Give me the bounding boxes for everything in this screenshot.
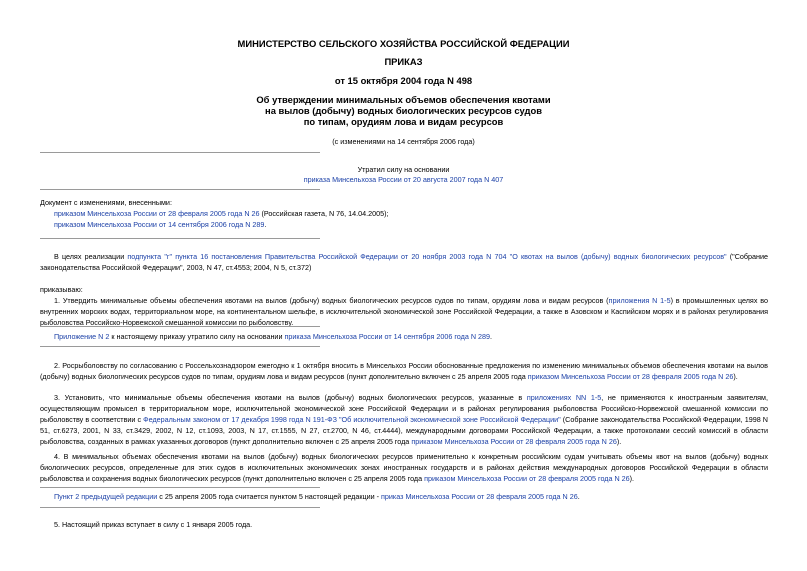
divider (40, 238, 320, 239)
item-5-paragraph: 5. Настоящий приказ вступает в силу с 1 января 2005 года. (54, 520, 253, 529)
item-3-text-1: 3. Установить, что минимальные объемы обеспечения квотами на вылов (добычу) водных биологических ресурсов, указанные в (54, 393, 527, 402)
changes-lead: Документ с изменениями, внесенными: (40, 198, 172, 207)
changes-tail-1: (Российская газета, N 76, 14.04.2005); (259, 209, 389, 218)
item-4-link[interactable]: приказом Минсельхоза России от 28 февраля 2005 года N 26 (424, 474, 630, 483)
changes-link-1[interactable]: приказом Минсельхоза России от 28 февраля 2005 года N 26 (54, 209, 260, 218)
divider (40, 326, 320, 327)
item-4-text-2: ). (629, 474, 635, 483)
item-1-paragraph (40, 295, 768, 328)
item-3-text-3: (Собрание законодательства Российской Федерации, 1998 N 51, ст.6273, 2001, N 33, ст.3429, 2002, N 12, ст.1093, 2003, N 17, ст.1555, N 27, ст.2700, N 46, ст.4444), международными договорами Российской Федерации, а также протоколами сессий комиссий в области рыболовства, созданных в рамках указанных договоров (пункт дополнительно включен с 25 апреля 2005 года (40, 415, 768, 446)
status-text: Утратил силу на основании (357, 165, 450, 174)
note-1-text: к настоящему приказу утратило силу на основании (109, 332, 285, 341)
divider (40, 152, 320, 153)
changes-link-2[interactable]: приказом Минсельхоза России от 14 сентября 2006 года N 289 (54, 220, 265, 229)
changes-item-2 (40, 219, 768, 230)
item-2-paragraph (40, 360, 768, 382)
note-1-tail: . (490, 332, 492, 341)
item-3-link-2[interactable]: Федеральным законом от 17 декабря 1998 года N 191-ФЗ "Об исключительной экономической зоне Российской Федерации" (143, 415, 561, 424)
note-1-link-2[interactable]: приказа Минсельхоза России от 14 сентября 2006 года N 289 (284, 332, 490, 341)
divider (40, 507, 320, 508)
divider (40, 346, 320, 347)
status-link[interactable]: приказа Минсельхоза России от 20 августа 2007 года N 407 (303, 175, 504, 184)
note-2 (40, 491, 782, 502)
item-3-link-3[interactable]: приказом Минсельхоза России от 28 февраля 2005 года N 26 (411, 437, 617, 446)
note-1-link-1[interactable]: Приложение N 2 (54, 332, 110, 341)
preamble-link[interactable]: подпункта "г" пункта 16 постановления Правительства Российской Федерации от 20 ноября 2003 года N 704 "О квотах на вылов (добычу) водных биологических ресурсов" (127, 252, 727, 261)
title-line-2: на вылов (добычу) водных биологических ресурсов судов (265, 105, 542, 116)
divider (40, 189, 320, 190)
note-2-text: с 25 апреля 2005 года считается пунктом 5 настоящей редакции - (157, 492, 382, 501)
item-2-link[interactable]: приказом Минсельхоза России от 28 февраля 2005 года N 26 (527, 372, 734, 381)
item-2-text-2: ). (733, 372, 738, 381)
item-1-text-2: ) в промышленных целях во внутренних морских водах, территориальном море, на континентальном шельфе, в исключительной экономической зоне Российской Федерации, а также в Азовском и Каспийском морях и в районах регулирования рыболовства Российско-Норвежской смешанной комиссии по рыболовству. (40, 296, 768, 327)
amendment-note: (с изменениями на 14 сентября 2006 года) (332, 137, 475, 146)
changes-item-1 (40, 208, 768, 219)
note-2-link-1[interactable]: Пункт 2 предыдущей редакции (54, 492, 158, 501)
note-1 (40, 331, 782, 342)
date-number-heading: от 15 октября 2004 года N 498 (334, 75, 473, 86)
preamble-text-1: В целях реализации (54, 252, 128, 261)
item-4-text-1: 4. В минимальных объемах обеспечения квотами на вылов (добычу) водных биологических ресурсов применительно к конкретным российским судам учитывать объемы квот на вылов (добычу) водных биологических ресурсов, определенные для этих судов в исключительных экономических зонах иностранных государств и в районах действия международных договоров Российской Федерации в области рыболовства и сохранения водных биологических ресурсов (пункт дополнительно включен с 25 апреля 2005 года (40, 452, 768, 483)
item-3-link-1[interactable]: приложениях NN 1-5 (526, 393, 602, 402)
note-2-link-2[interactable]: приказ Минсельхоза России от 28 февраля 2005 года N 26 (381, 492, 578, 501)
title-line-1: Об утверждении минимальных объемов обеспечения квотами (256, 94, 551, 105)
preamble-text-2: ("Собрание законодательства Российской Федерации", 2003, N 47, ст.4553; 2004, N 5, ст.372) (40, 252, 768, 272)
item-1-text-1: 1. Утвердить минимальные объемы обеспечения квотами на вылов (добычу) водных биологических ресурсов судов по типам, орудиям лова и видам ресурсов ( (54, 296, 609, 305)
item-3-text-2: , не применяются к иностранным заявителям, осуществляющим промысел в территориальном море, исключительной экономической зоне Российской Федерации и в районах регулирования рыболовства Российско-Норвежской смешанной комиссии по рыболовству в соответствии с (40, 393, 768, 424)
changes-block (40, 197, 768, 230)
order-word: приказываю: (40, 285, 83, 294)
doc-type-heading: ПРИКАЗ (384, 56, 423, 67)
item-4-paragraph (40, 451, 768, 484)
item-1-link[interactable]: приложения N 1-5 (608, 296, 671, 305)
preamble-paragraph (40, 251, 768, 273)
ministry-heading: МИНИСТЕРСТВО СЕЛЬСКОГО ХОЗЯЙСТВА РОССИЙСКОЙ ФЕДЕРАЦИИ (237, 38, 570, 49)
divider (40, 487, 320, 488)
item-2-text-1: 2. Росрыболовству по согласованию с Россельхознадзором ежегодно к 1 октября вносить в Минсельхоз России обоснованные предложения по изменению минимальных объемов обеспечения квотами на вылов (добычу) водных биологических ресурсов судов по типам, орудиям лова и видам ресурсов (пункт дополнительно включен с 25 апреля 2005 года (40, 361, 768, 381)
item-3-text-4: ). (616, 437, 622, 446)
item-3-paragraph (40, 392, 768, 447)
title-line-3: по типам, орудиям лова и видам ресурсов (303, 116, 504, 127)
note-2-tail: . (577, 492, 580, 501)
changes-tail-2: . (264, 220, 267, 229)
